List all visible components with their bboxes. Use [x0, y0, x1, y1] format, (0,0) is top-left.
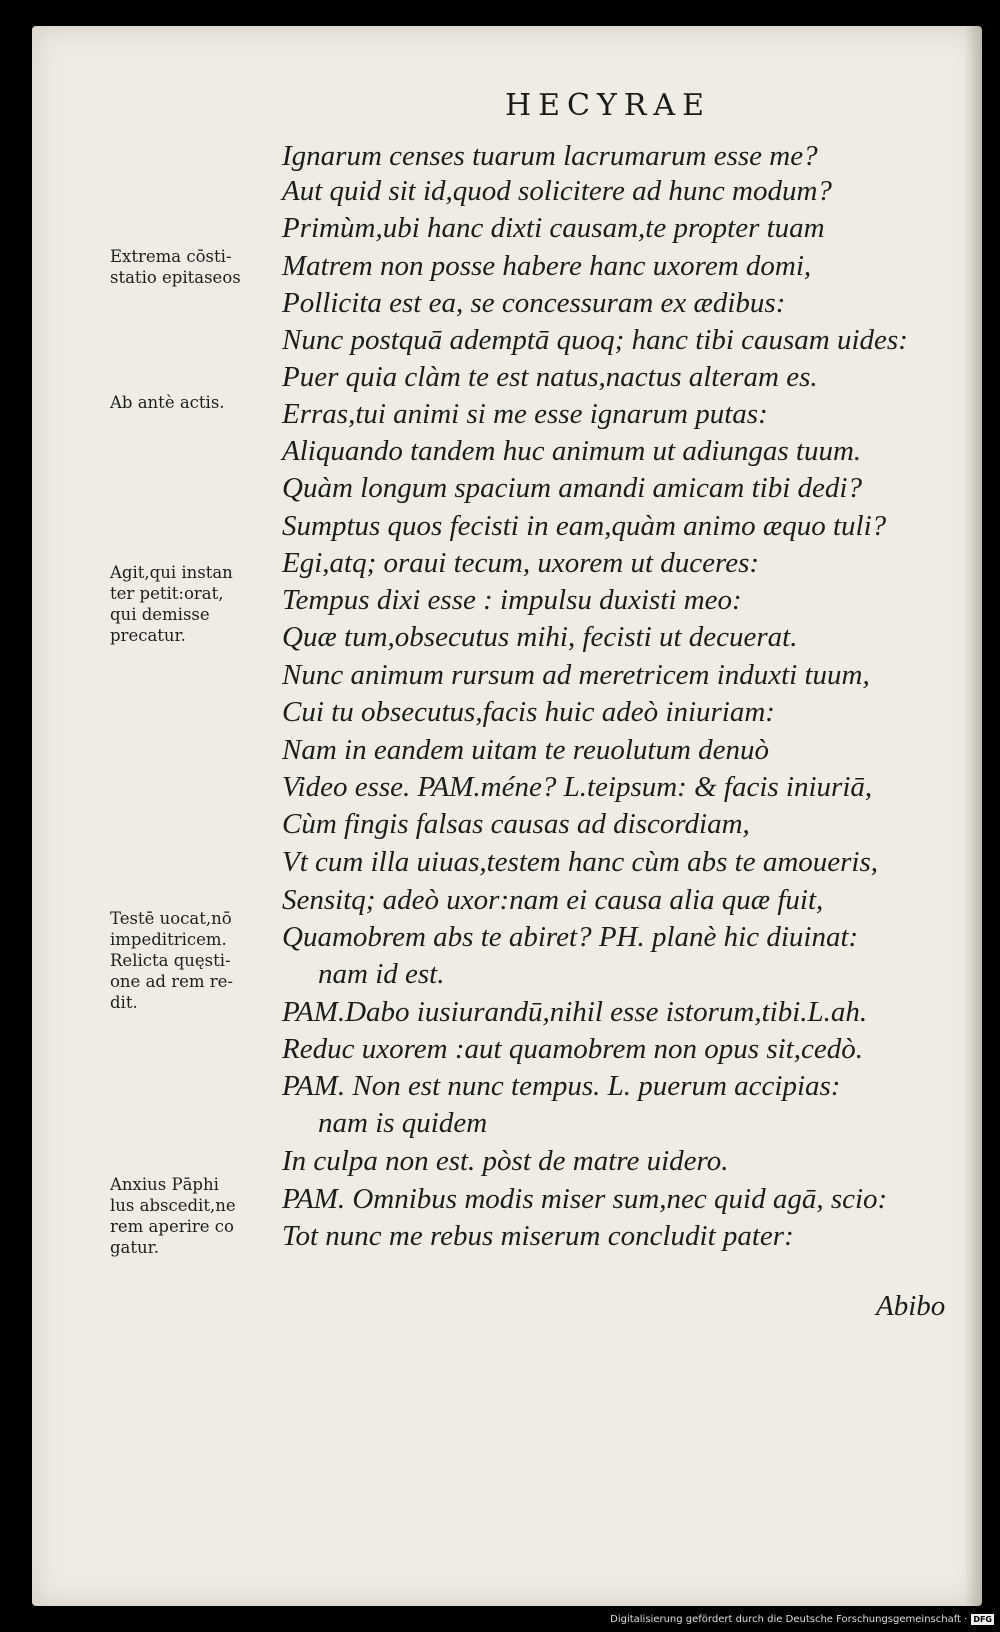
verse-line: Tempus dixi esse : impulsu duxisti meo:	[282, 584, 742, 616]
margin-note: Agit,qui instan ter petit:orat, qui demisse precatur.	[110, 563, 233, 645]
verse-line: In culpa non est. pòst de matre uidero.	[282, 1145, 729, 1177]
verse-line: nam id est.	[318, 958, 445, 990]
verse-line: Nunc animum rursum ad meretricem induxti tuum,	[282, 659, 870, 691]
margin-note: Extrema cōsti- statio epitaseos	[110, 247, 241, 287]
catchword: Abibo	[876, 1290, 946, 1322]
verse-line: Aut quid sit id,quod solicitere ad hunc modum?	[282, 175, 832, 207]
verse-line: Sumptus quos fecisti in eam,quàm animo æquo tuli?	[282, 510, 887, 542]
verse-line: Primùm,ubi hanc dixti causam,te propter tuam	[282, 212, 825, 244]
verse-line: Pollicita est ea, se concessuram ex ædibus:	[282, 287, 786, 319]
verse-line: Cùm fingis falsas causas ad discordiam,	[282, 808, 750, 840]
digitization-footer	[610, 1614, 994, 1625]
verse-line: Quamobrem abs te abiret? PH. planè hic diuinat:	[282, 921, 859, 953]
verse-line: Cui tu obsecutus,facis huic adeò iniuriam:	[282, 696, 775, 728]
verse-line: Vt cum illa uiuas,testem hanc cùm abs te amoueris,	[282, 846, 879, 878]
verse-line: PAM.Dabo iusiurandū,nihil esse istorum,tibi.L.ah.	[282, 996, 868, 1028]
verse-line: PAM. Non est nunc tempus. L. puerum accipias:	[282, 1070, 841, 1102]
verse-line: Ignarum censes tuarum lacrumarum esse me?	[282, 140, 818, 172]
verse-line: Nunc postquā ademptā quoq; hanc tibi causam uides:	[282, 324, 908, 356]
margin-note: Testē uocat,nō impeditricem. Relicta quęsti- one ad rem re- dit.	[110, 909, 233, 1012]
verse-line: PAM. Omnibus modis miser sum,nec quid agā, scio:	[282, 1183, 888, 1215]
verse-line: Reduc uxorem :aut quamobrem non opus sit,cedò.	[282, 1033, 863, 1065]
footer-text: Digitalisierung gefördert durch die Deutsche Forschungsgemeinschaft ·	[610, 1614, 968, 1625]
verse-line: Matrem non posse habere hanc uxorem domi,	[282, 250, 812, 282]
margin-note: Anxius Pāphi lus abscedit,ne rem aperire co gatur.	[110, 1175, 236, 1257]
verse-line: Sensitq; adeò uxor:nam ei causa alia quæ fuit,	[282, 884, 824, 916]
dfg-logo: DFG	[973, 1615, 992, 1624]
margin-note: Ab antè actis.	[110, 393, 225, 412]
verse-line: Egi,atq; oraui tecum, uxorem ut duceres:	[282, 547, 760, 579]
verse-line: Quàm longum spacium amandi amicam tibi dedi?	[282, 472, 862, 504]
verse-line: Erras,tui animi si me esse ignarum putas:	[282, 398, 768, 430]
verse-line: nam is quidem	[318, 1107, 488, 1139]
verse-line: Video esse. PAM.méne? L.teipsum: & facis iniuriā,	[282, 771, 873, 803]
verse-line: Puer quia clàm te est natus,nactus alteram es.	[282, 361, 818, 393]
verse-line: Quæ tum,obsecutus mihi, fecisti ut decuerat.	[282, 621, 798, 653]
verse-line: Tot nunc me rebus miserum concludit pater:	[282, 1220, 794, 1252]
verse-line: Aliquando tandem huc animum ut adiungas tuum.	[282, 435, 862, 467]
running-head: HECYRAE	[505, 88, 711, 123]
verse-line: Nam in eandem uitam te reuolutum denuò	[282, 734, 770, 766]
